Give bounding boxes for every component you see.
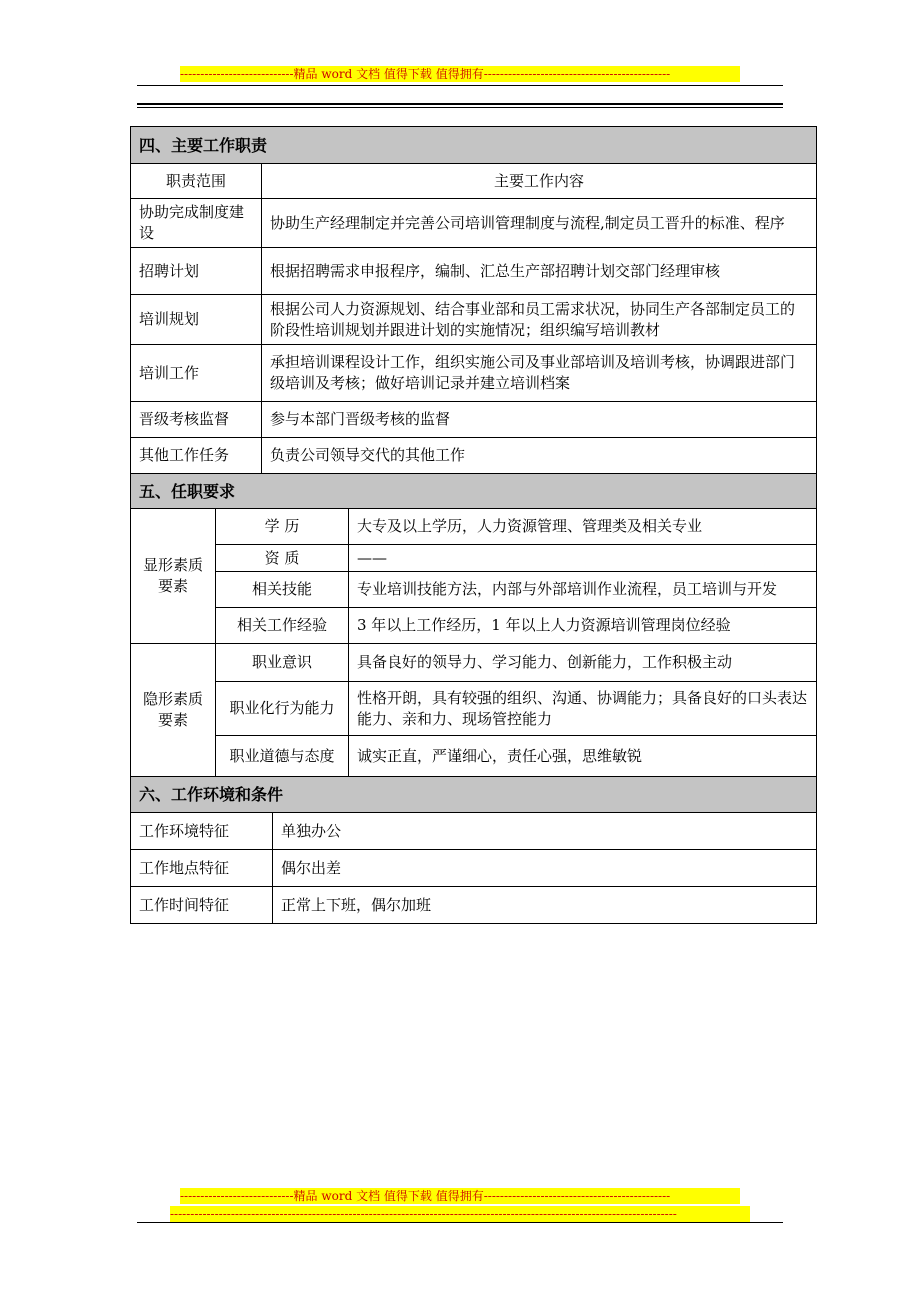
table-row [131,850,817,887]
duty-content: 承担培训课程设计工作，组织实施公司及事业部培训及培训考核，协调跟进部门级培训及考核；做好培训记录并建立培训档案 [262,345,817,402]
header-banner: ----------------------------精品 word 文档 值得下载 值得拥有---------------------------------------------- [180,66,740,82]
duties-table [130,126,817,474]
implicit-group-label: 隐形素质要素 [131,644,216,777]
duty-content: 协助生产经理制定并完善公司培训管理制度与流程,制定员工晋升的标准、程序 [262,199,817,248]
duty-content: 参与本部门晋级考核的监督 [262,402,817,438]
table-row [131,438,817,474]
requirement-content: 性格开朗，具有较强的组织、沟通、协调能力；具备良好的口头表达能力、亲和力、现场管控能力 [349,682,817,736]
table-row [131,682,817,736]
header-rule-top [137,85,783,86]
footer-banner-dashes: ----------------------------------------------------------------------------------------------------------------------------- [170,1206,750,1222]
requirement-content: 具备良好的领导力、学习能力、创新能力，工作积极主动 [349,644,817,682]
environment-label: 工作时间特征 [131,887,273,924]
explicit-group-label: 显形素质要素 [131,509,216,644]
requirement-item: 相关技能 [216,572,349,608]
section-title-requirements: 五、任职要求 [131,474,817,509]
requirement-item: 职业意识 [216,644,349,682]
environment-value: 正常上下班，偶尔加班 [273,887,817,924]
table-row [131,887,817,924]
table-row [131,248,817,295]
environment-value: 单独办公 [273,813,817,850]
duty-content: 负责公司领导交代的其他工作 [262,438,817,474]
table-row [131,345,817,402]
requirement-content: 大专及以上学历，人力资源管理、管理类及相关专业 [349,509,817,545]
requirement-content: 专业培训技能方法，内部与外部培训作业流程，员工培训与开发 [349,572,817,608]
environment-table [130,776,817,924]
footer-rule [137,1222,783,1223]
requirement-content: —— [349,545,817,572]
duty-scope: 其他工作任务 [131,438,262,474]
duty-content: 根据招聘需求申报程序，编制、汇总生产部招聘计划交部门经理审核 [262,248,817,295]
table-row [131,572,817,608]
duty-scope: 晋级考核监督 [131,402,262,438]
requirement-content: 3 年以上工作经历，1 年以上人力资源培训管理岗位经验 [349,608,817,644]
duty-scope: 招聘计划 [131,248,262,295]
table-row [131,608,817,644]
requirement-item: 学 历 [216,509,349,545]
requirements-table [130,473,817,777]
section-title-duties: 四、主要工作职责 [131,127,817,164]
duty-scope: 培训规划 [131,295,262,345]
header-rule-thick [137,103,783,105]
table-row [131,644,817,682]
section-title-environment: 六、工作环境和条件 [131,777,817,813]
table-row [131,813,817,850]
requirement-item: 资 质 [216,545,349,572]
table-row [131,199,817,248]
table-row [131,545,817,572]
column-header-scope: 职责范围 [131,164,262,199]
environment-label: 工作环境特征 [131,813,273,850]
duty-content: 根据公司人力资源规划、结合事业部和员工需求状况，协同生产各部制定员工的阶段性培训规划并跟进计划的实施情况；组织编写培训教材 [262,295,817,345]
requirement-item: 职业道德与态度 [216,736,349,777]
column-header-content: 主要工作内容 [262,164,817,199]
duty-scope: 协助完成制度建设 [131,199,262,248]
table-row [131,736,817,777]
requirement-content: 诚实正直，严谨细心，责任心强，思维敏锐 [349,736,817,777]
requirement-item: 相关工作经验 [216,608,349,644]
duty-scope: 培训工作 [131,345,262,402]
requirement-item: 职业化行为能力 [216,682,349,736]
environment-value: 偶尔出差 [273,850,817,887]
table-row [131,295,817,345]
table-row [131,509,817,545]
table-row [131,402,817,438]
footer-banner: ----------------------------精品 word 文档 值得下载 值得拥有---------------------------------------------- [180,1188,740,1204]
header-rule-thin [137,107,783,108]
environment-label: 工作地点特征 [131,850,273,887]
